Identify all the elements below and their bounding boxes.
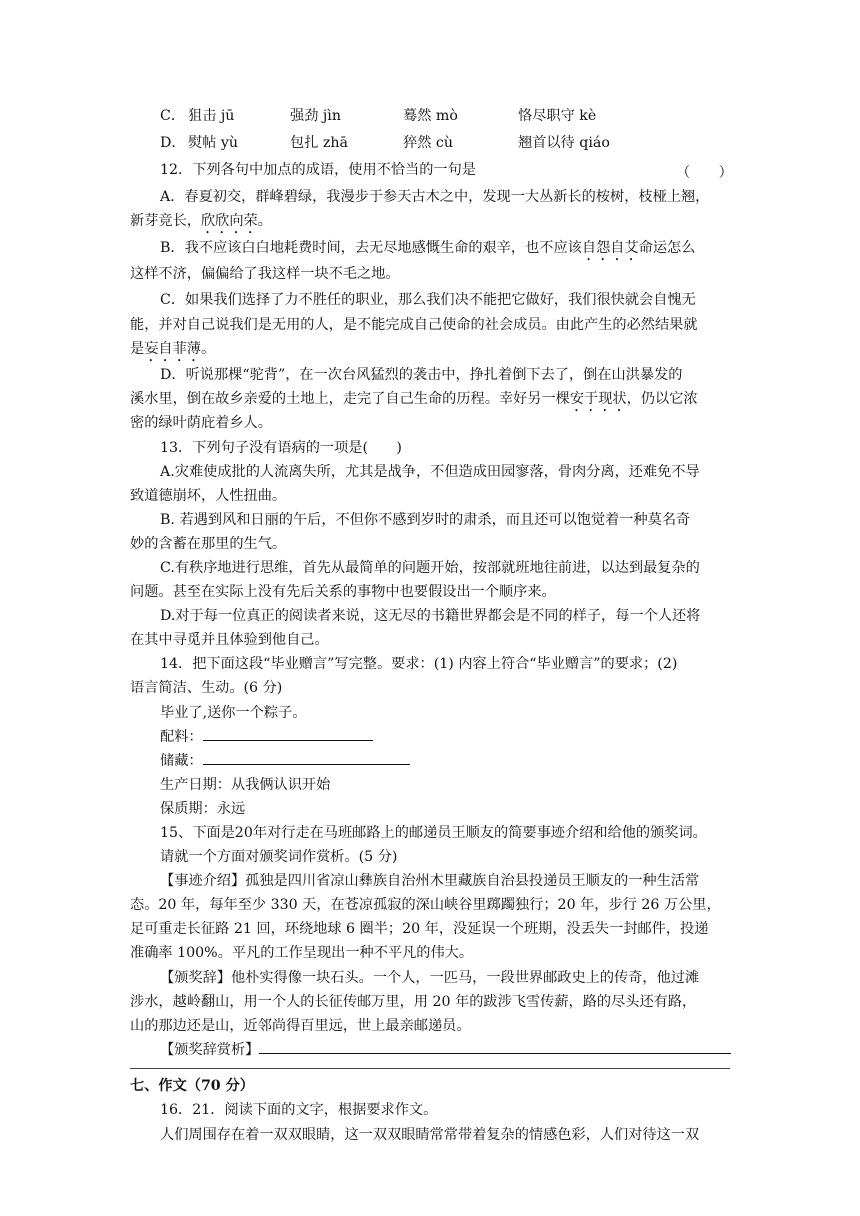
option-d-word-1: 熨帖 yù bbox=[188, 135, 239, 151]
text: 。 bbox=[200, 341, 216, 357]
q14-storage-row bbox=[160, 749, 410, 773]
option-d-row bbox=[160, 131, 720, 155]
q15-award-line-2: 涉水，越岭翻山，用一个人的长征传邮万里，用 20 年的跋涉飞雪传薪，路的尽头还有路， bbox=[130, 994, 697, 1010]
option-c-label: C． bbox=[160, 108, 186, 124]
option-c-word-2: 强劲 jìn bbox=[290, 108, 341, 124]
text: B．我不应该白白地耗费时间，去无尽地感慨生命的艰辛，也不应该 bbox=[160, 240, 582, 256]
q14-ingredients-row bbox=[160, 725, 373, 749]
dotted-idiom: 安于现状 bbox=[569, 391, 627, 407]
appreciation-answer-line[interactable] bbox=[259, 1039, 731, 1054]
q14-shelf-life: 保质期：永远 bbox=[160, 801, 246, 817]
storage-label: 储藏： bbox=[160, 753, 203, 769]
q14-stem-line-2: 语言简洁、生动。(6 分) bbox=[130, 680, 283, 696]
option-c-row bbox=[160, 104, 720, 128]
ingredients-label: 配料： bbox=[160, 729, 203, 745]
text: 新芽竞长， bbox=[130, 213, 201, 229]
q15-award-line-3: 山的那边还是山，近邻尚得百里远，世上最亲邮递员。 bbox=[130, 1018, 471, 1034]
q14-production-date: 生产日期：从我俩认识开始 bbox=[160, 777, 331, 793]
q12-c-line-3 bbox=[130, 337, 215, 365]
dotted-idiom: 妄自菲薄 bbox=[144, 341, 201, 357]
q15-appreciation-row bbox=[160, 1038, 731, 1062]
q13-stem: 13．下列句子没有语病的一项是( ) bbox=[160, 440, 402, 456]
q15-intro-line-1: 【事迹介绍】孤独是四川省凉山彝族自治州木里藏族自治县投递员王顺友的一种生活常 bbox=[160, 873, 700, 889]
text: 命运怎么 bbox=[638, 240, 696, 256]
q15-stem-line-2: 请就一个方面对颁奖词作赏析。(5 分) bbox=[160, 849, 398, 865]
option-c-word-1: 狙击 jū bbox=[188, 108, 235, 124]
option-c-word-4: 恪尽职守 kè bbox=[518, 108, 597, 124]
option-d-word-2: 包扎 zhā bbox=[290, 135, 348, 151]
q13-b-line-2: 妙的含蓄在那里的生气。 bbox=[130, 536, 287, 552]
text: 是 bbox=[130, 341, 145, 357]
q15-intro-line-2: 态。20 年，每年至少 330 天，在苍凉孤寂的深山峡谷里踯躅独行；20 年，步行 26 万公里， bbox=[130, 897, 721, 913]
q16-paragraph-line-1: 人们周围存在着一双双眼睛，这一双双眼睛常常带着复杂的情感色彩，人们对待这一双 bbox=[160, 1127, 700, 1143]
q14-intro: 毕业了,送你一个粽子。 bbox=[160, 705, 307, 721]
option-d-word-3: 猝然 cù bbox=[403, 135, 453, 151]
q13-c-line-2: 问题。甚至在实际上没有先后关系的事物中也要假设出一个顺序来。 bbox=[130, 584, 556, 600]
q15-intro-line-4: 准确率 100%。平凡的工作呈现出一种不平凡的伟大。 bbox=[130, 945, 474, 961]
q12-b-line-2: 这样不济，偏偏给了我这样一块不毛之地。 bbox=[130, 266, 400, 282]
dotted-idiom: 欣欣向荣 bbox=[200, 213, 258, 229]
ingredients-answer-line[interactable] bbox=[203, 726, 373, 741]
q12-d-line-3: 密的绿叶荫庇着乡人。 bbox=[130, 415, 272, 431]
q12-answer-paren: （ ） bbox=[676, 165, 733, 181]
storage-answer-line[interactable] bbox=[203, 750, 410, 765]
q12-b-line-1 bbox=[160, 236, 695, 264]
q15-intro-line-3: 足可重走长征路 21 回，环绕地球 6 圈半；20 年，没延误一个班期，没丢失一封邮件，投递 bbox=[130, 921, 709, 937]
q14-stem-line-1: 14．把下面这段“毕业赠言”写完整。要求：(1) 内容上符合“毕业赠言”的要求；(2) bbox=[160, 656, 678, 672]
q12-c-line-2: 能，并对自己说我们是无用的人，是不能完成自己使命的社会成员。由此产生的必然结果就 bbox=[130, 317, 698, 333]
text: ，仍以它浓 bbox=[626, 391, 698, 407]
dotted-idiom: 自怨自艾 bbox=[581, 240, 639, 256]
q13-d-line-1: D.对于每一位真正的阅读者来说，这无尽的书籍世界都会是不同的样子，每一个人还将 bbox=[160, 608, 701, 624]
q12-c-line-1: C．如果我们选择了力不胜任的职业，那么我们决不能把它做好，我们很快就会自愧无 bbox=[160, 292, 696, 308]
q12-stem: 12．下列各句中加点的成语，使用不恰当的一句是 bbox=[160, 162, 476, 178]
q12-a-line-1: A．春夏初交，群峰碧绿，我漫步于参天古木之中，发现一大丛新长的桉树，枝桠上翘， bbox=[160, 189, 710, 205]
q13-b-line-1: B. 若遇到风和日丽的午后，不但你不感到岁时的肃杀，而且还可以饱觉着一种莫名奇 bbox=[160, 512, 691, 528]
appreciation-label: 【颁奖辞赏析】 bbox=[160, 1042, 260, 1058]
q13-c-line-1: C.有秩序地进行思维，首先从最简单的问题开始，按部就班地往前进，以达到最复杂的 bbox=[160, 560, 700, 576]
q12-a-line-2 bbox=[130, 209, 272, 237]
section-7-title: 七、作文（70 分） bbox=[130, 1078, 254, 1094]
text: 溪水里，倒在故乡亲爱的土地上，走完了自己生命的历程。幸好另一棵 bbox=[130, 391, 570, 407]
option-c-word-3: 蓦然 mò bbox=[403, 108, 458, 124]
q16-stem: 16．21．阅读下面的文字，根据要求作文。 bbox=[160, 1102, 438, 1118]
q15-stem-line-1: 15、下面是20年对行走在马班邮路上的邮递员王顺友的简要事迹介绍和给他的颁奖词。 bbox=[160, 825, 707, 841]
q12-d-line-1: D．听说那棵“驼背”，在一次台风猛烈的袭击中，挣扎着倒下去了，倒在山洪暴发的 bbox=[160, 367, 683, 383]
option-d-word-4: 翘首以待 qiáo bbox=[518, 135, 610, 151]
q13-a-line-1: A.灾难使成批的人流离失所，尤其是战争，不但造成田园寥落，骨肉分离，还难免不导 bbox=[160, 464, 700, 480]
section-divider bbox=[130, 1068, 730, 1069]
text: 。 bbox=[257, 213, 272, 229]
q13-a-line-2: 致道德崩坏，人性扭曲。 bbox=[130, 488, 287, 504]
q15-award-line-1: 【颁奖辞】他朴实得像一块石头。一个人，一匹马，一段世界邮政史上的传奇，他过滩 bbox=[160, 970, 700, 986]
q13-d-line-2: 在其中寻觅并且体验到他自己。 bbox=[130, 632, 329, 648]
option-d-label: D． bbox=[160, 135, 186, 151]
